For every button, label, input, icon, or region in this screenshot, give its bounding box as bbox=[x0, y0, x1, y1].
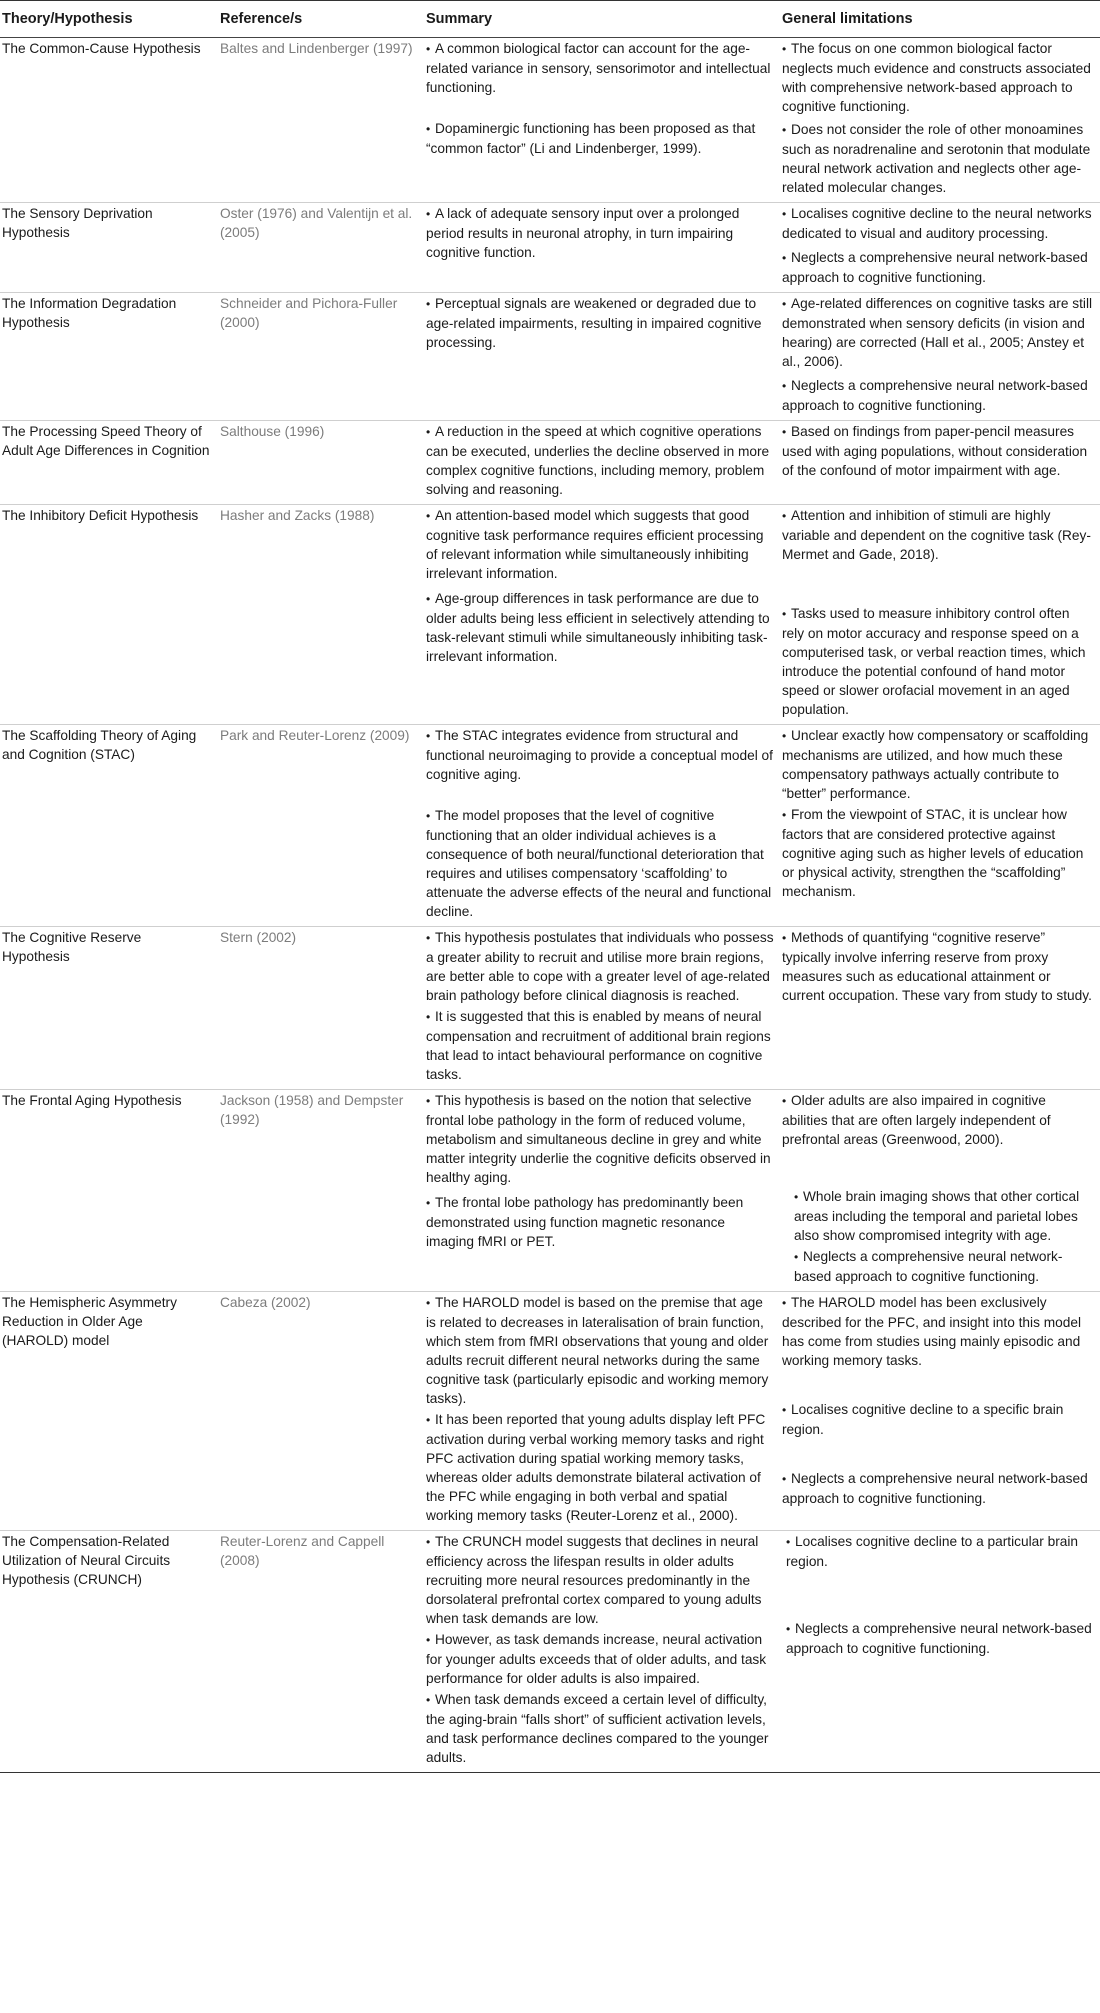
summary-cell bbox=[424, 1090, 780, 1292]
bullet-text: However, as task demands increase, neural activation for younger adults exceeds that of older adults, and task performance for older adults is also impaired. bbox=[426, 1632, 767, 1686]
bullet-icon: • bbox=[426, 122, 431, 136]
bullet-text: The CRUNCH model suggests that declines in neural efficiency across the lifespan results in older adults recruiting more neural resources predominantly in the dorsolateral prefrontal cortex compared to young adults when task demands are low. bbox=[426, 1534, 762, 1626]
summary-cell bbox=[424, 293, 780, 421]
summary-cell bbox=[424, 505, 780, 725]
summary-bullet bbox=[426, 1410, 774, 1525]
bullet-text: This hypothesis postulates that individuals who possess a greater ability to recruit and utilise more brain regions, are better able to cope with a greater level of age-related brain pathology before clinical diagnosis is reached. bbox=[426, 930, 774, 1003]
bullet-icon: • bbox=[782, 931, 787, 945]
bullet-icon: • bbox=[782, 1403, 787, 1417]
table-row bbox=[0, 1090, 1100, 1292]
bullet-icon: • bbox=[426, 42, 431, 56]
bullet-text: Localises cognitive decline to a specific brain region. bbox=[782, 1402, 1064, 1437]
bullet-text: Neglects a comprehensive neural network-based approach to cognitive functioning. bbox=[782, 250, 1088, 285]
summary-cell bbox=[424, 725, 780, 927]
summary-bullet bbox=[426, 806, 774, 921]
reference-link[interactable]: Cabeza (2002) bbox=[218, 1292, 424, 1531]
bullet-icon: • bbox=[782, 509, 787, 523]
summary-bullet bbox=[426, 119, 774, 158]
summary-bullet bbox=[426, 1091, 774, 1187]
header-limitations: General limitations bbox=[780, 1, 1100, 38]
header-summary: Summary bbox=[424, 1, 780, 38]
bullet-icon: • bbox=[782, 1094, 787, 1108]
bullet-icon: • bbox=[782, 1296, 787, 1310]
summary-bullet bbox=[426, 928, 774, 1005]
limitations-cell bbox=[780, 421, 1100, 505]
bullet-text: Perceptual signals are weakened or degraded due to age-related impairments, resulting in impaired cognitive processing. bbox=[426, 296, 762, 350]
limitation-bullet bbox=[782, 1247, 1094, 1286]
bullet-text: Age-group differences in task performance are due to older adults being less efficient in selectively attending to task-relevant stimuli while simultaneously inhibiting task-irrelevant information. bbox=[426, 591, 770, 664]
summary-bullet bbox=[426, 204, 774, 262]
limitations-cell bbox=[780, 505, 1100, 725]
limitation-bullet bbox=[782, 726, 1094, 803]
bullet-text: Based on findings from paper-pencil measures used with aging populations, without consideration of the confound of motor impairment with age. bbox=[782, 424, 1088, 478]
limitation-bullet bbox=[782, 1187, 1094, 1245]
bullet-icon: • bbox=[426, 1535, 431, 1549]
bullet-icon: • bbox=[426, 729, 431, 743]
bullet-text: Methods of quantifying “cognitive reserve” typically involve inferring reserve from proxy measures such as educational attainment or current occupation. These vary from study to study. bbox=[782, 930, 1092, 1003]
theory-name: The Frontal Aging Hypothesis bbox=[0, 1090, 218, 1292]
table-row bbox=[0, 1531, 1100, 1773]
limitation-bullet bbox=[782, 506, 1094, 564]
summary-bullet bbox=[426, 1193, 774, 1251]
bullet-text: Neglects a comprehensive neural network-based approach to cognitive functioning. bbox=[782, 378, 1088, 413]
limitations-cell bbox=[780, 1531, 1100, 1773]
theory-name: The Sensory Deprivation Hypothesis bbox=[0, 203, 218, 293]
table-row bbox=[0, 505, 1100, 725]
bullet-text: When task demands exceed a certain level of difficulty, the aging-brain “falls short” of sufficient activation levels, and task performance declines compared to the younger adults. bbox=[426, 1692, 769, 1765]
bullet-text: The HAROLD model is based on the premise that age is related to decreases in lateralisation of brain function, which stem from fMRI observations that young and older adults recruit different neural networks during the same cognitive task (particularly episodic and working memory tasks). bbox=[426, 1295, 769, 1406]
table-row bbox=[0, 421, 1100, 505]
header-references: Reference/s bbox=[218, 1, 424, 38]
table-row bbox=[0, 203, 1100, 293]
summary-cell bbox=[424, 421, 780, 505]
bullet-icon: • bbox=[426, 1094, 431, 1108]
summary-bullet bbox=[426, 726, 774, 784]
bullet-text: It is suggested that this is enabled by means of neural compensation and recruitment of additional brain regions that lead to intact behavioural performance on cognitive tasks. bbox=[426, 1009, 771, 1082]
reference-link[interactable]: Stern (2002) bbox=[218, 927, 424, 1090]
bullet-text: Whole brain imaging shows that other cortical areas including the temporal and parietal lobes also show compromised integrity with age. bbox=[794, 1189, 1080, 1243]
bullet-icon: • bbox=[426, 1296, 431, 1310]
limitation-bullet bbox=[782, 1293, 1094, 1370]
bullet-icon: • bbox=[782, 425, 787, 439]
limitation-bullet bbox=[782, 604, 1094, 719]
bullet-icon: • bbox=[782, 251, 787, 265]
limitation-bullet bbox=[782, 120, 1094, 197]
bullet-icon: • bbox=[426, 509, 431, 523]
bullet-icon: • bbox=[794, 1190, 799, 1204]
reference-link[interactable]: Oster (1976) and Valentijn et al. (2005) bbox=[218, 203, 424, 293]
summary-bullet bbox=[426, 1630, 774, 1688]
summary-bullet bbox=[426, 506, 774, 583]
bullet-text: Neglects a comprehensive neural network-based approach to cognitive functioning. bbox=[782, 1471, 1088, 1506]
limitation-bullet bbox=[782, 248, 1094, 287]
limitation-bullet bbox=[782, 1469, 1094, 1508]
bullet-icon: • bbox=[786, 1622, 791, 1636]
theory-name: The Inhibitory Deficit Hypothesis bbox=[0, 505, 218, 725]
bullet-text: It has been reported that young adults display left PFC activation during verbal working memory tasks and right PFC activation during spatial working memory tasks, whereas older adults demonstrate bilateral activation of the PFC while engaging in both verbal and spatial working memory tasks (Reuter-Lorenz et al., 2000). bbox=[426, 1412, 766, 1523]
theory-name: The Processing Speed Theory of Adult Age Differences in Cognition bbox=[0, 421, 218, 505]
summary-cell bbox=[424, 203, 780, 293]
limitation-bullet bbox=[782, 1532, 1094, 1571]
limitation-bullet bbox=[782, 204, 1094, 243]
bullet-text: A reduction in the speed at which cognitive operations can be executed, underlies the decline observed in more complex cognitive functions, including memory, problem solving and reasoning. bbox=[426, 424, 770, 497]
summary-bullet bbox=[426, 39, 774, 97]
bullet-text: Neglects a comprehensive neural network-based approach to cognitive functioning. bbox=[786, 1621, 1092, 1656]
bullet-icon: • bbox=[426, 297, 431, 311]
bullet-text: Age-related differences on cognitive tasks are still demonstrated when sensory deficits (in vision and hearing) are corrected (Hall et al., 2005; Anstey et al., 2006). bbox=[782, 296, 1093, 369]
bullet-text: The focus on one common biological factor neglects much evidence and constructs associated with comprehensive network-based approach to cognitive functioning. bbox=[782, 41, 1091, 114]
bullet-text: Older adults are also impaired in cognitive abilities that are often largely independent of prefrontal areas (Greenwood, 2000). bbox=[782, 1093, 1051, 1147]
bullet-icon: • bbox=[426, 1633, 431, 1647]
bullet-icon: • bbox=[426, 1196, 431, 1210]
limitation-bullet bbox=[782, 928, 1094, 1005]
summary-bullet bbox=[426, 422, 774, 499]
reference-link[interactable]: Baltes and Lindenberger (1997) bbox=[220, 41, 413, 56]
bullet-icon: • bbox=[794, 1250, 799, 1264]
bullet-icon: • bbox=[782, 808, 787, 822]
bullet-text: An attention-based model which suggests that good cognitive task performance requires efficient processing of relevant information while simultaneously inhibiting irrelevant information. bbox=[426, 508, 764, 581]
table-body bbox=[0, 38, 1100, 1773]
theory-name: The Hemispheric Asymmetry Reduction in Older Age (HAROLD) model bbox=[0, 1292, 218, 1531]
reference-link[interactable]: Schneider and Pichora-Fuller (2000) bbox=[218, 293, 424, 421]
bullet-text: Localises cognitive decline to the neural networks dedicated to visual and auditory processing. bbox=[782, 206, 1092, 241]
limitations-cell bbox=[780, 203, 1100, 293]
summary-cell bbox=[424, 38, 780, 203]
bullet-icon: • bbox=[782, 297, 787, 311]
table-row bbox=[0, 38, 1100, 203]
limitations-cell bbox=[780, 38, 1100, 203]
bullet-text: Tasks used to measure inhibitory control often rely on motor accuracy and response speed on a computerised task, or verbal reaction times, which introduce the potential confound of hand motor speed or slower orofacial movement in an aged population. bbox=[782, 606, 1086, 717]
header-theory: Theory/Hypothesis bbox=[0, 1, 218, 38]
bullet-icon: • bbox=[426, 207, 431, 221]
table-row bbox=[0, 725, 1100, 927]
theory-name: The Cognitive Reserve Hypothesis bbox=[0, 927, 218, 1090]
limitation-bullet bbox=[782, 294, 1094, 371]
bullet-text: The STAC integrates evidence from structural and functional neuroimaging to provide a conceptual model of cognitive aging. bbox=[426, 728, 773, 782]
bullet-text: Neglects a comprehensive neural network-based approach to cognitive functioning. bbox=[794, 1249, 1063, 1284]
reference-link[interactable]: Hasher and Zacks (1988) bbox=[218, 505, 424, 725]
table-row bbox=[0, 293, 1100, 421]
bullet-icon: • bbox=[782, 207, 787, 221]
bullet-text: The HAROLD model has been exclusively described for the PFC, and insight into this model has come from studies using mainly episodic and working memory tasks. bbox=[782, 1295, 1081, 1368]
bullet-text: This hypothesis is based on the notion that selective frontal lobe pathology in the form of reduced volume, metabolism and simultaneous decline in grey and white matter integrity underlie the cognitive deficits observed in healthy aging. bbox=[426, 1093, 771, 1185]
bullet-icon: • bbox=[782, 379, 787, 393]
table-row bbox=[0, 927, 1100, 1090]
summary-cell bbox=[424, 1292, 780, 1531]
theory-name: The Compensation-Related Utilization of Neural Circuits Hypothesis (CRUNCH) bbox=[0, 1531, 218, 1773]
summary-bullet bbox=[426, 1532, 774, 1628]
bullet-icon: • bbox=[782, 1472, 787, 1486]
bullet-icon: • bbox=[426, 425, 431, 439]
bullet-icon: • bbox=[426, 931, 431, 945]
table-header-row bbox=[0, 1, 1100, 38]
summary-bullet bbox=[426, 1007, 774, 1084]
summary-bullet bbox=[426, 294, 774, 352]
bullet-text: Unclear exactly how compensatory or scaffolding mechanisms are utilized, and how much these compensatory pathways actually contribute to “better” performance. bbox=[782, 728, 1089, 801]
theory-name: The Common-Cause Hypothesis bbox=[2, 41, 201, 56]
summary-bullet bbox=[426, 1690, 774, 1767]
bullet-text: Does not consider the role of other monoamines such as noradrenaline and serotonin that modulate neural network activation and neglects other age-related molecular changes. bbox=[782, 122, 1091, 195]
limitation-bullet bbox=[782, 376, 1094, 415]
reference-link[interactable]: Salthouse (1996) bbox=[218, 421, 424, 505]
reference-link[interactable]: Jackson (1958) and Dempster (1992) bbox=[218, 1090, 424, 1292]
bullet-text: A lack of adequate sensory input over a prolonged period results in neuronal atrophy, in turn impairing cognitive function. bbox=[426, 206, 740, 260]
summary-cell bbox=[424, 927, 780, 1090]
limitations-cell bbox=[780, 1292, 1100, 1531]
bullet-text: Dopaminergic functioning has been proposed as that “common factor” (Li and Lindenberger, 1999). bbox=[426, 121, 756, 156]
bullet-icon: • bbox=[782, 607, 787, 621]
summary-bullet bbox=[426, 1293, 774, 1408]
limitation-bullet bbox=[782, 1400, 1094, 1439]
bullet-icon: • bbox=[426, 1010, 431, 1024]
theory-name: The Information Degradation Hypothesis bbox=[0, 293, 218, 421]
limitation-bullet bbox=[782, 422, 1094, 480]
limitation-bullet bbox=[782, 805, 1094, 901]
table-row bbox=[0, 1292, 1100, 1531]
reference-link[interactable]: Park and Reuter-Lorenz (2009) bbox=[218, 725, 424, 927]
limitations-cell bbox=[780, 725, 1100, 927]
bullet-icon: • bbox=[782, 729, 787, 743]
limitation-bullet bbox=[782, 1619, 1094, 1658]
bullet-icon: • bbox=[786, 1535, 791, 1549]
reference-link[interactable]: Reuter-Lorenz and Cappell (2008) bbox=[218, 1531, 424, 1773]
theory-name: The Scaffolding Theory of Aging and Cognition (STAC) bbox=[0, 725, 218, 927]
bullet-text: The model proposes that the level of cognitive functioning that an older individual achieves is a consequence of both neural/functional deterioration that requires and utilises compensatory ‘scaffolding’ to attenuate the adverse effects of the neural and functional decline. bbox=[426, 808, 772, 919]
bullet-icon: • bbox=[426, 809, 431, 823]
bullet-text: A common biological factor can account for the age-related variance in sensory, sensorimotor and intellectual functioning. bbox=[426, 41, 771, 95]
limitation-bullet bbox=[782, 39, 1094, 116]
bullet-icon: • bbox=[426, 1413, 431, 1427]
summary-cell bbox=[424, 1531, 780, 1773]
bullet-text: Localises cognitive decline to a particular brain region. bbox=[786, 1534, 1079, 1569]
limitations-cell bbox=[780, 293, 1100, 421]
limitations-cell bbox=[780, 1090, 1100, 1292]
bullet-text: The frontal lobe pathology has predominantly been demonstrated using function magnetic resonance imaging fMRI or PET. bbox=[426, 1195, 744, 1249]
limitation-bullet bbox=[782, 1091, 1094, 1149]
bullet-icon: • bbox=[426, 1693, 431, 1707]
summary-bullet bbox=[426, 589, 774, 666]
limitations-cell bbox=[780, 927, 1100, 1090]
bullet-text: Attention and inhibition of stimuli are highly variable and dependent on the cognitive task (Rey-Mermet and Gade, 2018). bbox=[782, 508, 1091, 562]
bullet-icon: • bbox=[426, 592, 431, 606]
bullet-text: From the viewpoint of STAC, it is unclear how factors that are considered protective against cognitive aging such as higher levels of education or physical activity, strengthen the “scaffolding” mechanism. bbox=[782, 807, 1084, 899]
bullet-icon: • bbox=[782, 42, 787, 56]
bullet-icon: • bbox=[782, 123, 787, 137]
